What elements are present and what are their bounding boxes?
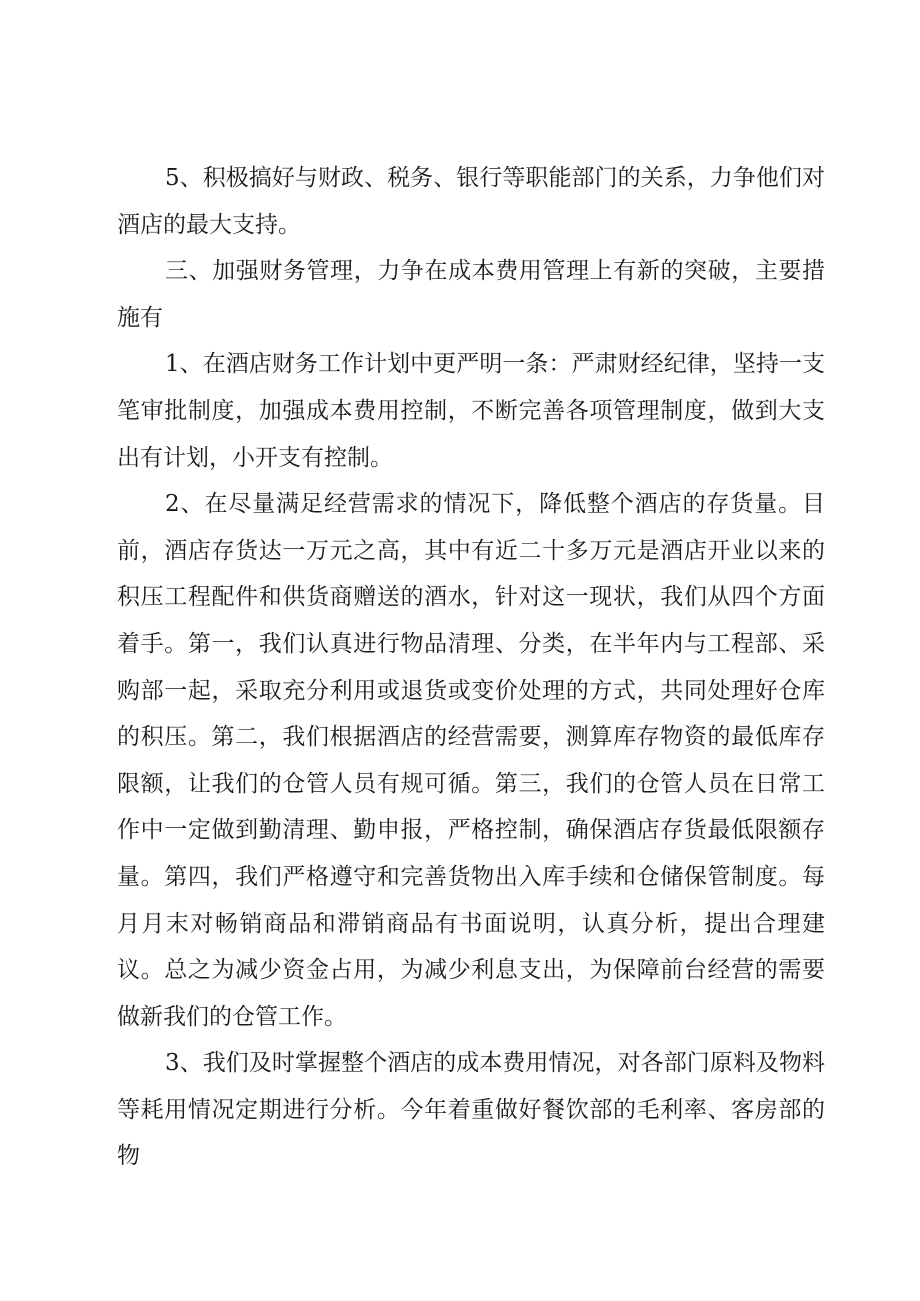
section-heading-financial-management: 三、加强财务管理，力争在成本费用管理上有新的突破，主要措施有 — [117, 258, 825, 331]
document-page — [117, 155, 825, 1180]
paragraph-item-5-relations: 5、积极搞好与财政、税务、银行等职能部门的关系，力争他们对酒店的最大支持。 — [117, 165, 825, 238]
paragraph-item-3-cost-analysis: 3、我们及时掌握整个酒店的成本费用情况，对各部门原料及物料等耗用情况定期进行分析。今年着重做好餐饮部的毛利率、客房部的物 — [117, 1050, 825, 1170]
paragraph-item-2-inventory: 2、在尽量满足经营需求的情况下，降低整个酒店的存货量。目前，酒店存货达一万元之高，其中有近二十多万元是酒店开业以来的积压工程配件和供货商赠送的酒水，针对这一现状，我们从四个方面着手。第一，我们认真进行物品清理、分类，在半年内与工程部、采购部一起，采取充分利用或退货或变价处理的方式，共同处理好仓库的积压。第二，我们根据酒店的经营需要，测算库存物资的最低库存限额，让我们的仓管人员有规可循。第三，我们的仓管人员在日常工作中一定做到勤清理、勤申报，严格控制，确保酒店存货最低限额存量。第四，我们严格遵守和完善货物出入库手续和仓储保管制度。每月月末对畅销商品和滞销商品有书面说明，认真分析，提出合理建议。总之为减少资金占用，为减少利息支出，为保障前台经营的需要做新我们的仓管工作。 — [117, 491, 825, 1030]
paragraph-item-1-discipline: 1、在酒店财务工作计划中更严明一条：严肃财经纪律，坚持一支笔审批制度，加强成本费用控制，不断完善各项管理制度，做到大支出有计划，小开支有控制。 — [117, 351, 825, 471]
